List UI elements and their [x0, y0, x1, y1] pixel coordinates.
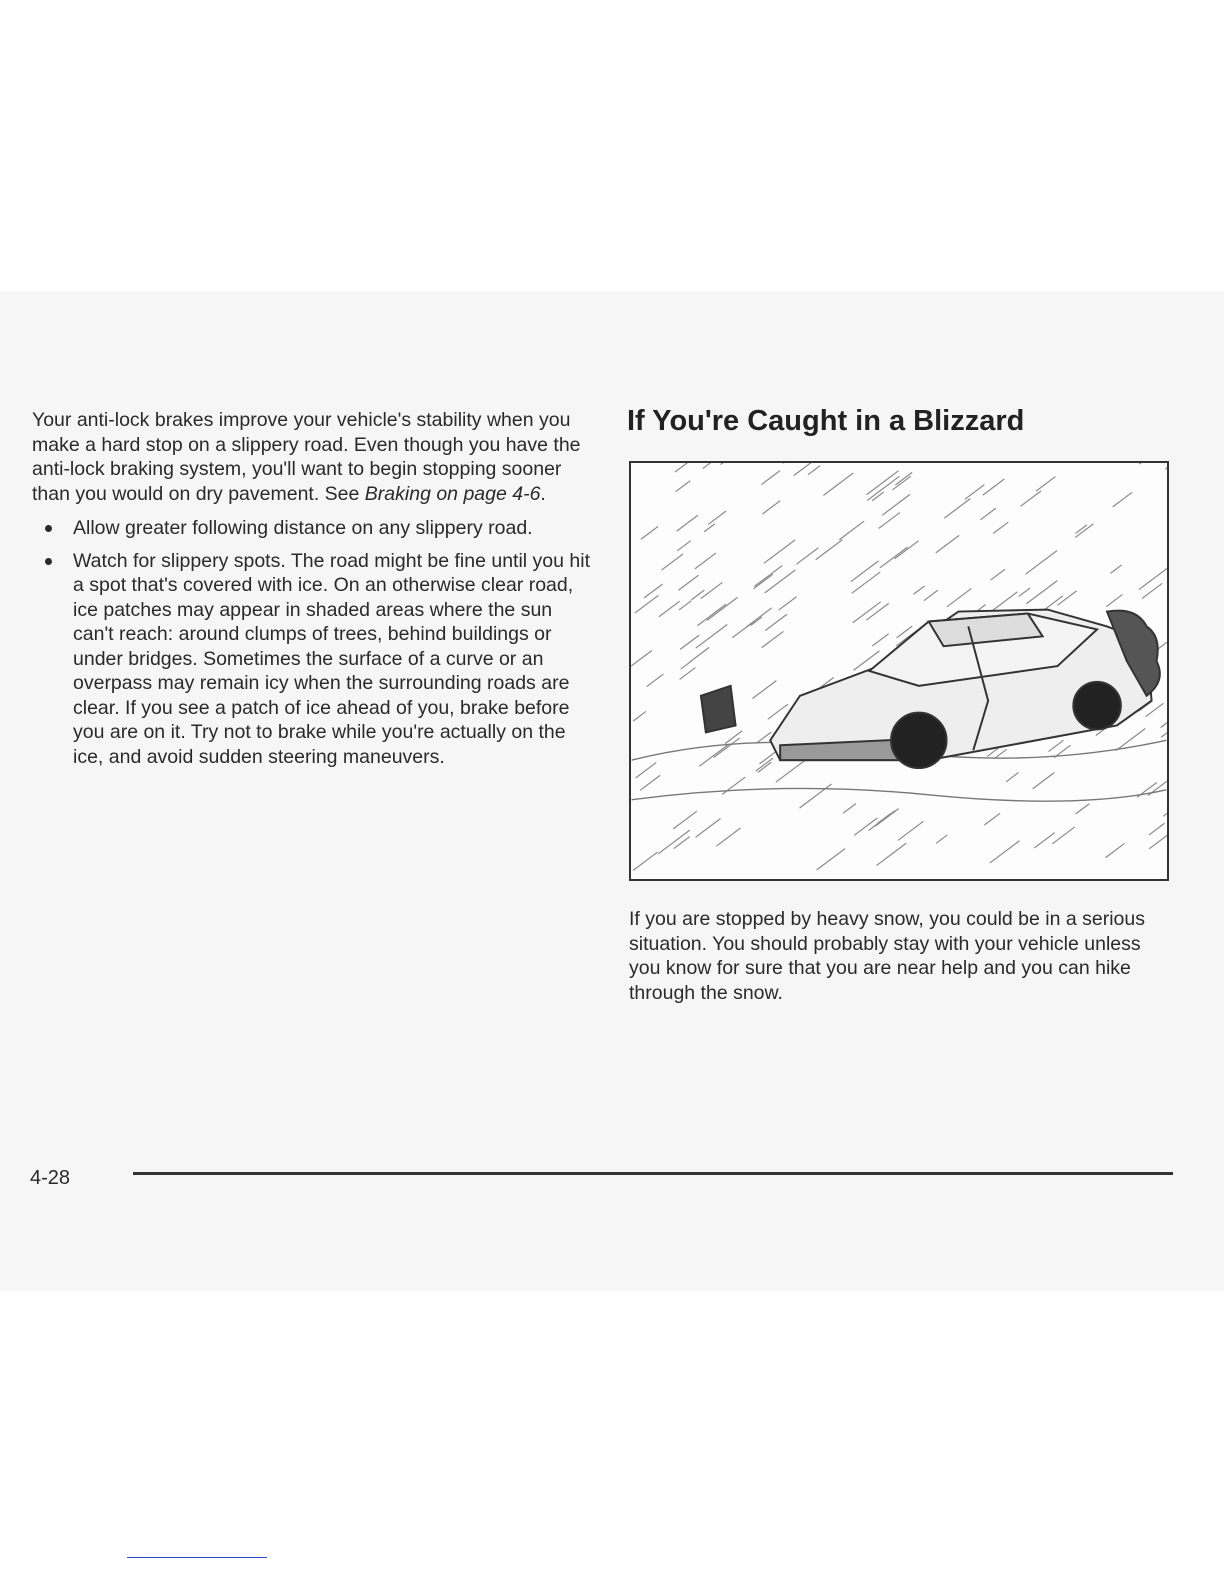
intro-paragraph [32, 408, 592, 506]
snow-streak [725, 731, 741, 743]
snow-streak [659, 601, 679, 616]
snow-streak [1019, 588, 1030, 596]
snow-streak [700, 745, 728, 766]
snow-streak [636, 763, 656, 778]
bullet-icon [45, 525, 52, 532]
snow-streak [714, 738, 739, 757]
snow-streak [1166, 463, 1167, 469]
snow-streak [1026, 551, 1057, 574]
car-in-blizzard-illustration [629, 461, 1169, 881]
snow-streak [698, 604, 726, 625]
bullet-text: Watch for slippery spots. The road might be fine until you hit a spot that's covered with ice. On an otherwise clear road, ice patches may appear in shaded areas where the sun can't reach: around clumps of trees, behind buildings or under bridges. Sometimes the surface of a curve or an overpass may remain icy when the surrounding roads are clear. If you see a patch of ice ahead of you, brake before you are on it. Try not to brake while you're actually on the ice, and avoid sudden steering maneuvers. [73, 549, 591, 768]
snow-streak [893, 476, 911, 489]
section-heading: If You're Caught in a Blizzard [627, 405, 1025, 437]
snow-streak [709, 511, 726, 524]
snow-streak [945, 499, 970, 518]
snow-streak [721, 463, 749, 464]
snow-streak [965, 485, 984, 499]
snow-streak [747, 608, 772, 627]
snow-streak [1142, 584, 1161, 599]
snow-streak [1021, 491, 1041, 506]
snow-streak [937, 835, 947, 843]
snow-streak [1161, 727, 1167, 737]
snow-streak [1149, 824, 1164, 835]
snow-streak [844, 804, 856, 813]
snow-streak [895, 541, 919, 559]
snow-streak [717, 828, 740, 846]
snow-streak [947, 589, 971, 607]
snow-streak [1049, 741, 1063, 752]
snow-streak [681, 635, 699, 649]
intro-text: Your anti-lock brakes improve your vehicle's stability when you make a hard stop on a slippery road. Even though you have the anti-lock braking system, you'll want to begin stopping sooner than you would on dry pavement. See [32, 409, 581, 505]
snow-streak [696, 625, 727, 648]
intro-end: . [540, 482, 546, 505]
snow-streak [768, 704, 787, 718]
snow-streak [753, 681, 776, 698]
snow-streak [723, 777, 745, 794]
bullet-icon [45, 558, 52, 565]
snow-streak [762, 632, 783, 648]
snow-streak [707, 598, 737, 621]
bottom-link-underline[interactable] [127, 1557, 267, 1558]
snow-streak [765, 570, 795, 593]
snow-streak [703, 463, 729, 468]
snow-streak [840, 521, 864, 539]
snow-streak [690, 648, 709, 662]
snow-streak [1033, 773, 1054, 789]
snow-streak [677, 516, 697, 531]
snow-streak [794, 463, 817, 475]
snow-streak [1053, 827, 1075, 843]
snow-streak [678, 541, 691, 551]
snow-streak [1150, 827, 1167, 848]
car-icon [701, 610, 1160, 768]
snow-streak [674, 837, 689, 848]
snow-streak [1027, 581, 1057, 604]
snow-streak [996, 750, 1006, 758]
list-item [32, 516, 592, 541]
snow-streak [800, 784, 831, 808]
list-item [32, 549, 592, 770]
snow-streak [877, 843, 906, 865]
snow-streak [662, 554, 683, 570]
snow-streak [990, 841, 1019, 863]
blizzard-paragraph: If you are stopped by heavy snow, you could be in a serious situation. You should probably stay with your vehicle unless you know for sure that you are near help and you can hike through the snow. [629, 908, 1145, 1004]
snow-streak [981, 508, 996, 519]
snow-streak [1146, 704, 1163, 717]
snow-streak [679, 601, 691, 610]
snow-streak [914, 586, 924, 594]
snow-streak [679, 575, 698, 589]
snow-streak [1161, 706, 1167, 727]
tips-list [32, 516, 592, 769]
snow-streak [680, 668, 695, 679]
snow-streak [766, 614, 787, 630]
snow-streak [882, 495, 909, 515]
snow-streak [797, 548, 818, 564]
snow-streak [754, 575, 772, 589]
snow-streak [647, 674, 663, 686]
snow-streak [641, 527, 657, 539]
snow-streak [867, 471, 898, 494]
snow-streak [641, 776, 660, 790]
snow-streak [634, 852, 657, 870]
snow-streak [757, 733, 770, 743]
snow-streak [696, 819, 720, 837]
snow-streak [983, 479, 1004, 495]
bullet-text: Allow greater following distance on any slippery road. [73, 517, 533, 539]
snow-streak [985, 814, 1000, 825]
snow-streak [1106, 844, 1124, 858]
snow-streak [762, 471, 780, 484]
snow-streak [824, 473, 853, 495]
snow-streak [635, 596, 658, 613]
snow-streak [1139, 567, 1167, 589]
snow-streak [764, 540, 795, 563]
snow-streak [878, 814, 890, 823]
snow-streak [994, 522, 1008, 533]
snow-streak [872, 492, 883, 500]
snow-streak [1140, 463, 1157, 464]
snow-streak [779, 597, 796, 610]
snow-streak [632, 651, 652, 666]
snow-streak [991, 592, 1017, 612]
snow-streak [852, 572, 880, 593]
snow-streak [1006, 773, 1018, 782]
snow-streak [1107, 595, 1122, 606]
snow-streak [816, 540, 842, 559]
snow-streak [695, 553, 715, 568]
snow-streak [1111, 565, 1121, 573]
snow-streak [1076, 525, 1087, 533]
snow-streak [880, 547, 907, 567]
snow-streak [817, 849, 845, 870]
snow-streak [873, 634, 889, 646]
snow-streak [681, 661, 692, 669]
snow-streak [808, 466, 819, 474]
snow-streak [924, 591, 937, 601]
snow-streak [634, 712, 646, 721]
blizzard-drawing [631, 463, 1167, 879]
page-number: 4-28 [30, 1167, 71, 1189]
snow-streak [763, 501, 780, 514]
snow-streak [1159, 637, 1167, 648]
snow-streak [898, 822, 923, 841]
snow-streak [1113, 493, 1132, 507]
snow-streak [1076, 804, 1089, 814]
footer-rule [133, 1172, 1173, 1175]
snow-streak [896, 473, 912, 485]
snow-streak [1037, 477, 1056, 491]
snow-streak [751, 617, 762, 625]
left-column [32, 408, 592, 777]
braking-cross-reference[interactable]: Braking on page 4-6 [364, 482, 541, 505]
snow-streak [1164, 796, 1167, 816]
snow-streak [776, 760, 805, 781]
snow-streak [991, 570, 1005, 580]
snow-streak [658, 830, 689, 853]
snow-streak [705, 524, 715, 531]
snow-streak [851, 561, 878, 581]
snow-streak [936, 536, 959, 553]
snow-streak [1035, 833, 1055, 848]
snow-streak [675, 463, 697, 472]
snow-streak [644, 584, 662, 597]
snow-streak [867, 604, 889, 620]
snow-streak [674, 812, 697, 829]
snow-streak [676, 481, 690, 491]
